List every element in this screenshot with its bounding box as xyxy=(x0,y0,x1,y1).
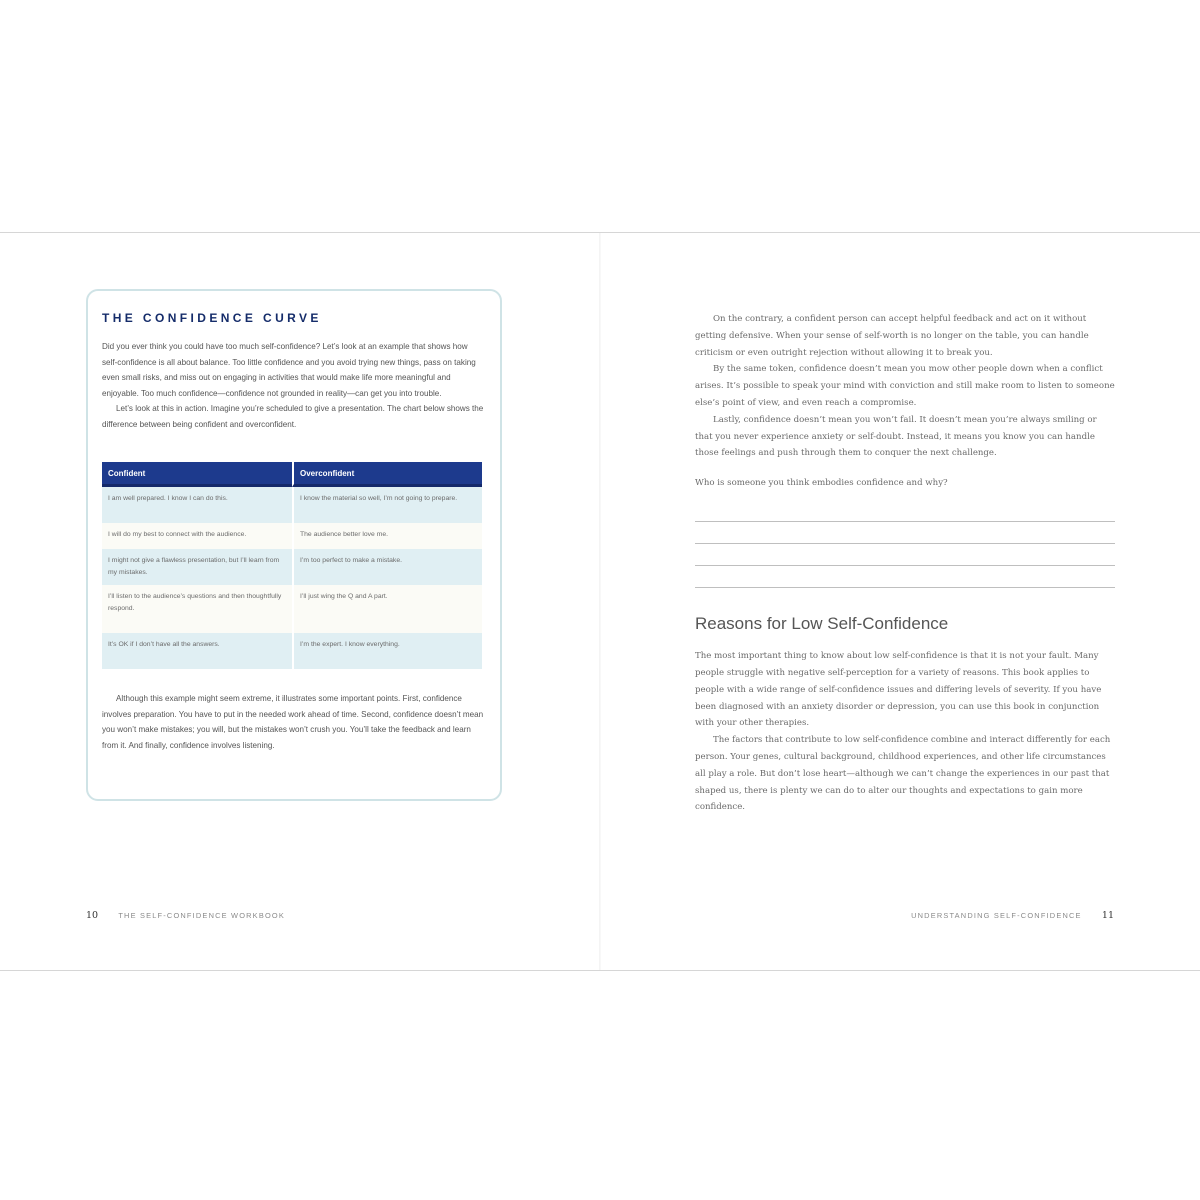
book-spread xyxy=(0,232,1200,971)
column-header-overconfident: Overconfident xyxy=(292,462,482,487)
confidence-comparison-table xyxy=(102,462,482,669)
sidebar-intro-2: Let’s look at this in action. Imagine you’re scheduled to give a presentation. The chart below shows the difference between being confident and overconfident. xyxy=(102,404,484,429)
table-cell-confident: I will do my best to connect with the audience. xyxy=(102,523,292,549)
running-title-left: THE SELF-CONFIDENCE WORKBOOK xyxy=(118,911,285,920)
table-row xyxy=(102,523,482,549)
table-cell-confident: I might not give a flawless presentation, but I’ll learn from my mistakes. xyxy=(102,549,292,585)
body-paragraph: By the same token, confidence doesn’t mean you mow other people down when a conflict arises. It’s possible to speak your mind with conviction and still make room to listen to someone else’s point of view, and even reach a compromise. xyxy=(695,364,1115,408)
body-paragraph: On the contrary, a confident person can accept helpful feedback and act on it without getting defensive. When your sense of self-worth is no longer on the table, you can handle criticism or even outright rejection without allowing it to break you. xyxy=(695,314,1089,358)
section-paragraph: The factors that contribute to low self-confidence combine and interact differently for each person. Your genes, cultural background, childhood experiences, and other life circumstances all play a role. But don’t lose heart—although we can’t change the experiences in our past that shaped us, there is plenty we can do to alter our thoughts and expectations to gain more confidence. xyxy=(695,735,1111,813)
table-row xyxy=(102,487,482,523)
confidence-curve-sidebar xyxy=(86,289,502,801)
right-page-footer xyxy=(911,910,1114,921)
table-cell-confident: It’s OK if I don’t have all the answers. xyxy=(102,633,292,669)
writing-line[interactable] xyxy=(695,522,1115,544)
sidebar-closing: Although this example might seem extreme, it illustrates some important points. First, confidence involves preparation. You have to put in the needed work ahead of time. Second, confidence doesn’t mean you won’t make mistakes; you will, but the mistakes won’t crush you. You’ll take the feedback and learn from it. And finally, confidence involves listening. xyxy=(102,694,484,750)
page-number-left: 10 xyxy=(86,910,99,921)
column-header-confident: Confident xyxy=(102,462,292,487)
reflection-prompt: Who is someone you think embodies confidence and why? xyxy=(695,478,948,489)
table-row xyxy=(102,549,482,585)
table-cell-overconfident: I’m the expert. I know everything. xyxy=(292,633,482,669)
table-row xyxy=(102,633,482,669)
sidebar-intro: Did you ever think you could have too much self-confidence? Let’s look at an example that shows how self-confidence is all about balance. Too little confidence and you avoid trying new things, pass on taking even small risks, and miss out on engaging in activities that would make life more meaningful and enjoyable. Too much confidence—confidence not grounded in reality—can get you into trouble. xyxy=(102,342,476,398)
writing-lines xyxy=(695,500,1115,588)
right-page-column xyxy=(695,311,1115,816)
table-row xyxy=(102,585,482,633)
table-cell-overconfident: I’ll just wing the Q and A part. xyxy=(292,585,482,633)
body-paragraph: Lastly, confidence doesn’t mean you won’t fail. It doesn’t mean you’re always smiling or that you never experience anxiety or self-doubt. Instead, it means you know you can handle those feelings and push through them to conquer the next challenge. xyxy=(695,414,1097,459)
table-cell-confident: I’ll listen to the audience’s questions and then thoughtfully respond. xyxy=(102,585,292,633)
table-cell-overconfident: I know the material so well, I’m not going to prepare. xyxy=(292,487,482,523)
page-gutter xyxy=(599,233,601,970)
section-paragraph: The most important thing to know about low self-confidence is that it is not your fault. Many people struggle with negative self-perception for a variety of reasons. This book applies to people with a wide range of self-confidence issues and differing levels of severity. If you have been diagnosed with an anxiety disorder or depression, you can use this book in conjunction with your other therapies. xyxy=(695,651,1102,729)
page-number-right: 11 xyxy=(1101,910,1114,921)
writing-line[interactable] xyxy=(695,566,1115,588)
table-cell-overconfident: I’m too perfect to make a mistake. xyxy=(292,549,482,585)
sidebar-title: THE CONFIDENCE CURVE xyxy=(102,311,322,325)
writing-line[interactable] xyxy=(695,544,1115,566)
table-cell-confident: I am well prepared. I know I can do this. xyxy=(102,487,292,523)
section-heading: Reasons for Low Self-Confidence xyxy=(695,614,949,634)
table-cell-overconfident: The audience better love me. xyxy=(292,523,482,549)
left-page-footer xyxy=(86,910,285,921)
writing-line[interactable] xyxy=(695,500,1115,522)
running-title-right: UNDERSTANDING SELF-CONFIDENCE xyxy=(911,911,1082,920)
table-header-row xyxy=(102,462,482,487)
